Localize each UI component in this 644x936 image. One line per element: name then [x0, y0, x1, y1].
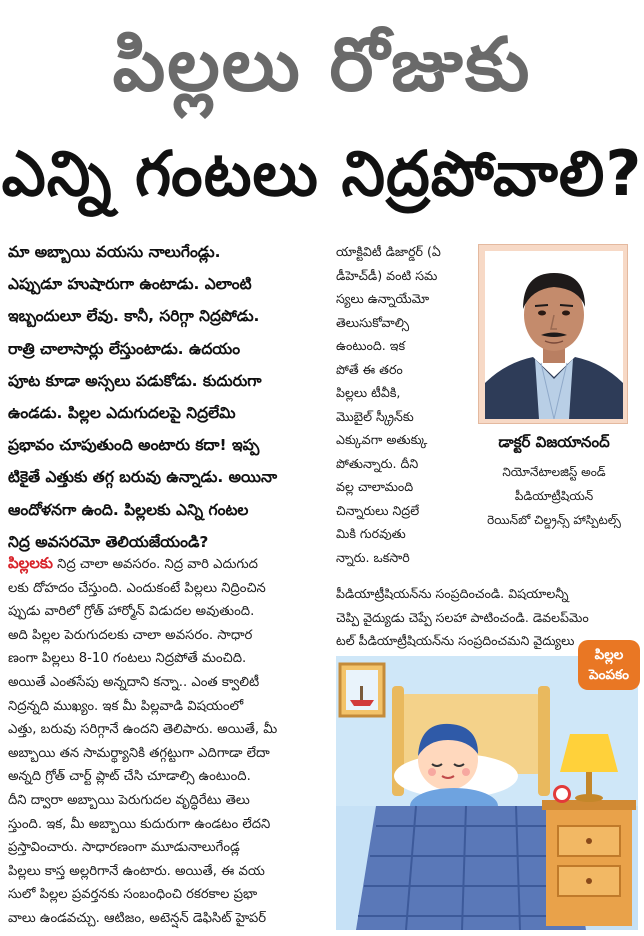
question-line: ఎప్పుడూ హుషారుగా ఉంటాడు. ఎలాంటి: [8, 275, 252, 294]
answer-line: స్తుంది. ఇక, మీ అబ్బాయి కుదురుగా ఉండటం లేదని: [8, 816, 271, 832]
answer-line: తెలుసుకోవాల్సి: [336, 314, 410, 330]
sleeping-child-illustration: [336, 656, 638, 930]
answer-line: అన్నది గ్రోత్ చార్ట్ ప్లాట్ చేసి చూడాల్సి ఉంటుంది.: [8, 769, 251, 785]
question-line: టికైతే ఎత్తుకు తగ్గ బరువు ఉన్నాడు. అయినా: [8, 468, 278, 487]
question-line: రాత్రి చాలాసార్లు లేస్తుంటాడు. ఉదయం: [8, 339, 241, 358]
answer-line: లకు దోహదం చేస్తుంది. ఎందుకంటే పిల్లలు నిద్రించిన: [8, 580, 266, 596]
headline-line-1: పిల్లలు రోజుకు: [112, 22, 532, 108]
doctor-card: [468, 238, 640, 542]
answer-line: పీడియాట్రీషియన్‌ను సంప్రదించండి. విషయాలన్నీ: [336, 586, 569, 601]
headline: [0, 0, 644, 226]
answer-lead-word: పిల్లలకు: [8, 554, 53, 572]
answer-line: నిద్రన్నది ముఖ్యం. ఇక మీ పిల్లవాడి విషయంలో: [8, 698, 244, 714]
answer-line: పిల్లలు టీవీకి,: [336, 385, 401, 400]
answer-line: ణంగా పిల్లలు 8-10 గంటలు నిద్రపోతే మంచిది.: [8, 651, 247, 667]
headline-line-2: ఎన్ని గంటలు నిద్రపోవాలి?: [1, 137, 643, 210]
question-line: మా అబ్బాయి వయసు నాలుగేండ్లు.: [8, 243, 221, 261]
answer-line: అయితే ఎంతసేపు అన్నదాని కన్నా.. ఎంత క్వాలిటీ: [8, 674, 260, 690]
doctor-name: డాక్టర్ విజయానంద్: [498, 433, 610, 451]
answer-first-line-rest: నిద్ర చాలా అవసరం. నిద్ర వారి ఎదుగుద: [52, 557, 258, 572]
answer-line: మొబైల్ స్క్రీన్‌కు: [336, 408, 414, 424]
answer-line: యాక్టివిటీ డిజార్డర్ (ఏ: [336, 244, 441, 259]
answer-line: ఎత్తు, బరువు సరిగ్గానే ఉందని తెలిపారు. అయితే, మీ: [8, 722, 278, 738]
answer-column-2-top: [336, 240, 464, 569]
answer-line: పోతున్నారు. దీని: [336, 455, 419, 471]
answer-line: పోతే ఈ తరం: [336, 361, 403, 377]
answer-line: వల్ల చాలామంది: [336, 479, 414, 494]
answer-line: డీహెచ్‌డీ) వంటి సమ: [336, 267, 438, 283]
doctor-portrait-icon: [485, 251, 623, 419]
doctor-title: [468, 460, 640, 532]
doctor-title-line: నియోనేటాలజిస్ట్ అండ్: [502, 465, 606, 479]
doctor-photo: [485, 251, 623, 419]
category-badge: [578, 640, 640, 690]
question-line: ప్రభావం చూపుతుంది అంటారు కదా! ఇప్ప: [8, 436, 260, 455]
answer-line: మికి గురవుతు: [336, 526, 406, 541]
answer-first-line: [8, 552, 334, 577]
answer-line: ఎక్కువగా అతుక్కు: [336, 432, 428, 447]
doctor-title-line: రెయిన్‌బో చిల్డ్రన్స్ హాస్పిటల్స్: [487, 513, 621, 527]
answer-line: అది పిల్లల పెరుగుదలకు చాలా అవసరం. సాధార: [8, 627, 253, 643]
answer-line: ప్రస్తావించారు. సాధారణంగా మూడునాలుగేండ్ల: [8, 840, 240, 856]
answer-line: ఉంటుంది. ఇక: [336, 338, 406, 353]
sleeping-child-icon: [336, 656, 638, 930]
answer-line: చిన్నారులు నిద్రలే: [336, 502, 420, 518]
question-line: పూట కూడా అస్సలు పడుకోడు. కుదురుగా: [8, 371, 262, 390]
doctor-title-line: పీడియాట్రీషియన్: [514, 489, 594, 503]
badge-line: పిల్లల: [594, 647, 624, 663]
question-line: నిద్ర అవసరమో తెలియజేయండి?: [8, 532, 209, 551]
answer-line: న్నారు. ఒకసారి: [336, 549, 410, 565]
question-line: ఉండడు. పిల్లల ఎదుగుదలపై నిద్రలేమి: [8, 404, 236, 423]
answer-line: అబ్బాయి తన సామర్థ్యానికి తగ్గట్టుగా ఎదిగాడా లేదా: [8, 745, 270, 761]
answer-line: దీని ద్వారా అబ్బాయి పెరుగుదల వృద్ధిరేటు తెలు: [8, 792, 250, 808]
reader-question: [8, 236, 334, 558]
question-line: ఇబ్బందులూ లేవు. కానీ, సరిగ్గా నిద్రపోడు.: [8, 307, 260, 326]
answer-line: వాలు ఉండవచ్చు. ఆటిజం, అటెన్షన్ డెఫిసిట్ హైపర్: [8, 910, 267, 926]
question-line: ఆందోళనగా ఉంది. పిల్లలకు ఎన్ని గంటల: [8, 500, 249, 519]
doctor-photo-frame: [478, 244, 628, 424]
answer-line: పిల్లలు కాస్త అల్లరిగానే ఉంటారు. అయితే, ఈ వయ: [8, 863, 265, 879]
answer-line: ప్పుడు వారిలో గ్రోత్ హార్మోన్ విడుదల అవుతుంది.: [8, 604, 255, 620]
answer-line: స్యలు ఉన్నాయేమో: [336, 291, 430, 306]
answer-column-1: [8, 552, 334, 931]
answer-line: చెప్పి వైద్యుడు చెప్పే సలహా పాటించండి. డెవలప్‌మెం: [336, 609, 589, 625]
badge-line: పెంపకం: [589, 667, 629, 683]
answer-line: సులో పిల్లల ప్రవర్తనకు సంబంధించి రకరకాల ప్రభా: [8, 887, 258, 903]
answer-line: టల్ పీడియాట్రీషియన్‌ను సంప్రదించమని వైద్యులు: [336, 633, 575, 648]
